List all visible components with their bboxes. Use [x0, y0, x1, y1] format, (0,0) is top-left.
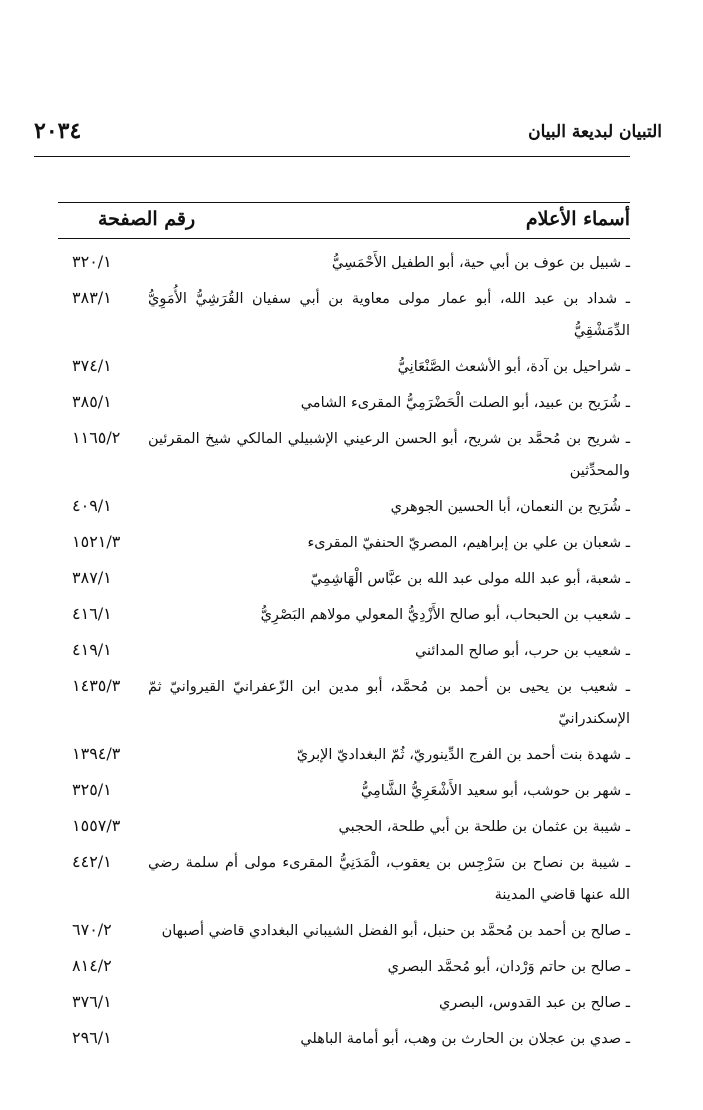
entry-name: ـ شهر بن حوشب، أبو سعيد الأَشْعَرِيُّ الشَّامِيُّ [360, 783, 630, 799]
entry-page-ref: ٤١٩/١ [72, 640, 112, 659]
entry-page-ref: ٢٩٦/١ [72, 1028, 112, 1047]
page-header [34, 118, 662, 150]
entry-page-ref: ٣٨٥/١ [72, 392, 112, 411]
entry-name: ـ شيبة بن عثمان بن طلحة بن أبي طلحة، الحجبي [338, 819, 630, 835]
index-entry [58, 631, 630, 667]
entry-page-ref: ٣٧٤/١ [72, 356, 112, 375]
index-entry [58, 487, 630, 523]
entry-page-ref: ١٥٥٧/٣ [72, 816, 121, 835]
table-top-rule [58, 202, 630, 203]
entry-page-ref: ١٤٣٥/٣ [72, 676, 121, 695]
index-entry [58, 595, 630, 631]
entry-page-ref: ٤٠٩/١ [72, 496, 112, 515]
entry-name: ـ صدي بن عجلان بن الحارث بن وهب، أبو أمامة الباهلي [300, 1031, 630, 1047]
entry-name: ـ شراحيل بن آدة، أبو الأشعث الصَّنْعَانِيُّ [397, 359, 630, 375]
entry-page-ref: ٤٤٢/١ [72, 852, 112, 871]
index-entry [58, 559, 630, 595]
entry-page-ref: ١٣٩٤/٣ [72, 744, 121, 763]
entry-name: ـ شريح بن مُحمَّد بن شريح، أبو الحسن الرعيني الإشبيلي المالكي شيخ المقرئين والمحدِّثين [148, 431, 630, 479]
index-entry [58, 771, 630, 807]
entry-name: ـ شعبة، أبو عبد الله مولى عبد الله بن عبَّاس الْهَاشِمِيّ [310, 571, 630, 587]
index-entry [58, 419, 630, 487]
entry-name: ـ صالح بن أحمد بن مُحمَّد بن حنبل، أبو الفضل الشيباني البغدادي قاضي أصبهان [161, 923, 630, 939]
index-entry [58, 523, 630, 559]
entry-name: ـ شيبة بن نصاح بن سَرْجِس بن يعقوب، الْمَدَنِيُّ المقرىء مولى أم سلمة رضي الله عنها قاضي المدينة [148, 855, 630, 903]
entry-page-ref: ٦٧٠/٢ [72, 920, 112, 939]
entry-name: ـ شعبان بن علي بن إبراهيم، المصريّ الحنفيّ المقرىء [307, 535, 630, 551]
entry-name: ـ شعيب بن الحبحاب، أبو صالح الأَزْدِيُّ المعولي مولاهم البَصْرِيُّ [260, 607, 630, 623]
entry-page-ref: ٣٢٠/١ [72, 252, 112, 271]
index-column-headers [58, 208, 630, 236]
entry-name: ـ صالح بن حاتم وَرْدان، أبو مُحمَّد البصري [387, 959, 630, 975]
index-entry [58, 279, 630, 347]
index-entry [58, 807, 630, 843]
index-entry [58, 947, 630, 983]
entry-name: ـ شعيب بن حرب، أبو صالح المدائني [414, 643, 630, 659]
index-entry [58, 383, 630, 419]
entry-page-ref: ٣٨٣/١ [72, 288, 112, 307]
index-entry [58, 667, 630, 735]
entry-name: ـ شهدة بنت أحمد بن الفرج الدِّينوريّ، ثُمّ البغداديّ الإبريّ [296, 747, 630, 763]
entry-page-ref: ١٥٢١/٣ [72, 532, 121, 551]
index-entry [58, 347, 630, 383]
index-entry [58, 843, 630, 911]
running-title: التبيان لبديعة البيان [528, 122, 662, 142]
entry-page-ref: ٨١٤/٢ [72, 956, 112, 975]
index-entry [58, 1019, 630, 1055]
index-entry [58, 243, 630, 279]
page-column-header: رقم الصفحة [98, 208, 196, 230]
entry-name: ـ شُرَيح بن النعمان، أبا الحسين الجوهري [390, 499, 630, 515]
entry-page-ref: ١١٦٥/٢ [72, 428, 121, 447]
entry-page-ref: ٣٢٥/١ [72, 780, 112, 799]
names-column-header: أسماء الأعلام [525, 208, 630, 230]
table-header-rule [58, 238, 630, 239]
index-entry [58, 983, 630, 1019]
entry-page-ref: ٣٨٧/١ [72, 568, 112, 587]
entry-page-ref: ٣٧٦/١ [72, 992, 112, 1011]
entry-page-ref: ٤١٦/١ [72, 604, 112, 623]
entry-name: ـ شُرَيح بن عبيد، أبو الصلت الْحَضْرَمِيُّ المقرىء الشامي [300, 395, 630, 411]
entry-name: ـ شعيب بن يحيى بن أحمد بن مُحمَّد، أبو مدين ابن الزّعفرانيّ القيروانيّ ثمّ الإسكندرانيّ [148, 679, 630, 727]
entry-name: ـ شداد بن عبد الله، أبو عمار مولى معاوية بن أبي سفيان القُرَشِيُّ الأُمَوِيُّ الدِّمَشْقِيُّ [148, 291, 630, 339]
entry-name: ـ صالح بن عبد القدوس، البصري [438, 995, 630, 1011]
index-entry [58, 735, 630, 771]
entry-name: ـ شبيل بن عوف بن أبي حية، أبو الطفيل الأَحْمَسِيُّ [331, 255, 630, 271]
header-rule [34, 156, 630, 157]
index-entries [58, 243, 630, 1055]
index-entry [58, 911, 630, 947]
page-number: ٢٠٣٤ [34, 118, 82, 144]
